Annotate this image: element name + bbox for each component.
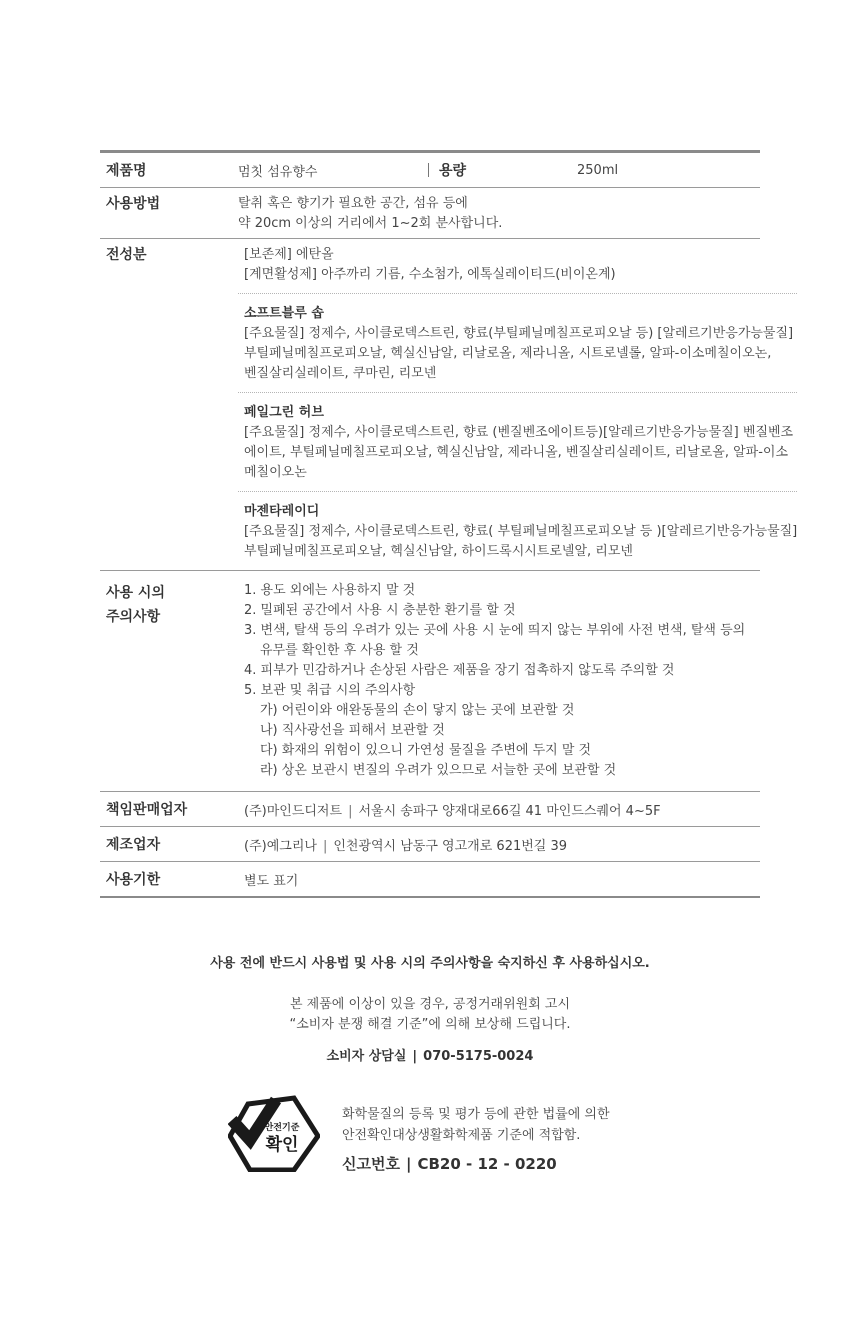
seller-label: 책임판매업자	[106, 802, 188, 818]
product-info-table	[100, 150, 798, 898]
ingredient-common: [보존제] 에탄올 [계면활성제] 아주까리 기름, 수소첨가, 에톡실레이티드(비이온계)	[244, 247, 616, 282]
compensation-notice: 본 제품에 이상이 있을 경우, 공정거래위원회 고시 “소비자 분쟁 해결 기준”에 의해 보상해 드립니다.	[289, 997, 571, 1032]
row-manufacturer	[100, 827, 760, 862]
caution-item: 3. 변색, 탈색 등의 우려가 있는 곳에 사용 시 눈에 띄지 않는 부위에 사전 변색, 탈색 등의	[244, 623, 746, 638]
ingredients-label: 전성분	[106, 247, 147, 263]
usage-label: 사용방법	[106, 196, 161, 212]
customer-center-phone: 070-5175-0024	[423, 1049, 534, 1064]
scent-title: 소프트블루 솝	[244, 306, 324, 321]
caution-item: 4. 피부가 민감하거나 손상된 사람은 제품을 장기 접촉하지 않도록 주의할 것	[244, 663, 675, 678]
caution-item: 5. 보관 및 취급 시의 주의사항	[244, 683, 416, 698]
usage-notice: 사용 전에 반드시 사용법 및 사용 시의 주의사항을 숙지하신 후 사용하십시오.	[210, 956, 650, 971]
row-caution	[100, 571, 760, 792]
separator: |	[322, 838, 328, 854]
caution-item: 1. 용도 외에는 사용하지 말 것	[244, 583, 416, 598]
caution-item: 2. 밀폐된 공간에서 사용 시 충분한 환기를 할 것	[244, 603, 516, 618]
ingredient-block-magenta: 마젠타레이디 [주요물질] 정제수, 사이클로덱스트린, 향료( 부틸페닐메칠프로피오날 등 )[알레르기반응가능물질] 부틸페닐메칠프로피오날, 헥실신남알, 하이드록시시트로넬알, 리모넨	[238, 491, 797, 570]
cert-line: 화학물질의 등록 및 평가 등에 관한 법률에 의한	[342, 1107, 610, 1122]
caution-item: 유무를 확인한 후 사용 할 것	[260, 643, 419, 658]
caution-item: 라) 상온 보관시 변질의 우려가 있으므로 서늘한 곳에 보관할 것	[260, 763, 617, 778]
customer-center-label: 소비자 상담실	[326, 1049, 407, 1064]
usage-text: 탈취 혹은 향기가 필요한 공간, 섬유 등에 약 20cm 이상의 거리에서 1~2회 분사합니다.	[238, 196, 503, 231]
customer-center	[0, 1045, 860, 1064]
logo-big-text: 확인	[265, 1135, 299, 1155]
safety-check-logo-icon	[228, 1094, 320, 1172]
divider	[428, 163, 429, 177]
safety-certification	[228, 1094, 610, 1174]
row-expiry	[100, 862, 760, 896]
separator: |	[412, 1049, 418, 1064]
logo-small-text: 안전기준	[264, 1123, 300, 1133]
manufacturer-label: 제조업자	[106, 837, 161, 853]
row-ingredients	[100, 239, 798, 571]
expiry-label: 사용기한	[106, 872, 161, 888]
separator: |	[348, 803, 353, 819]
volume-value: 250ml	[577, 162, 619, 178]
ingredient-block-soft-blue: 소프트블루 솝 [주요물질] 정제수, 사이클로덱스트린, 향료(부틸페닐메칠프로피오날 등) [알레르기반응가능물질] 부틸페닐메칠프로피오날, 헥실신남알, 리날로올, 제라니올, 시트로넬롤, 알파-이소메칠이오논, 벤질살리실레이트, 쿠마린, 리모넨	[238, 293, 797, 392]
seller-company: (주)마인드디저트	[244, 803, 343, 819]
scent-title: 페일그린 허브	[244, 405, 324, 420]
expiry-value: 별도 표기	[244, 873, 299, 889]
volume-label: 용량	[439, 163, 467, 179]
caution-item: 나) 직사광선을 피해서 보관할 것	[260, 723, 445, 738]
scent-title: 마젠타레이디	[244, 504, 320, 519]
ingredients-content	[238, 245, 797, 570]
row-product-name	[100, 153, 760, 188]
manufacturer-address: 인천광역시 남동구 영고개로 621번길 39	[333, 838, 568, 854]
caution-item: 다) 화재의 위험이 있으니 가연성 물질을 주변에 두지 말 것	[260, 743, 592, 758]
cert-line: 안전확인대상생활화학제품 기준에 적합함.	[342, 1128, 581, 1143]
product-name-label: 제품명	[106, 163, 147, 179]
report-number: 신고번호 | CB20 - 12 - 0220	[342, 1155, 557, 1173]
seller-address: 서울시 송파구 양재대로66길 41 마인드스퀘어 4~5F	[358, 803, 661, 819]
caution-label: 사용 시의 주의사항	[106, 585, 165, 625]
row-seller	[100, 792, 760, 827]
caution-list	[238, 581, 760, 781]
row-usage	[100, 188, 760, 239]
manufacturer-company: (주)예그리나	[244, 838, 317, 854]
product-name-value: 멈칫 섬유향수	[238, 164, 318, 180]
caution-item: 가) 어린이와 애완동물의 손이 닿지 않는 곳에 보관할 것	[260, 703, 575, 718]
ingredient-block-pale-green: 페일그린 허브 [주요물질] 정제수, 사이클로덱스트린, 향료 (벤질벤조에이트등)[알레르기반응가능물질] 벤질벤조 에이트, 부틸페닐메칠프로피오날, 헥실신남알, 제라니올, 벤질살리실레이트, 리날로올, 알파-이소 메칠이오논	[238, 392, 797, 491]
